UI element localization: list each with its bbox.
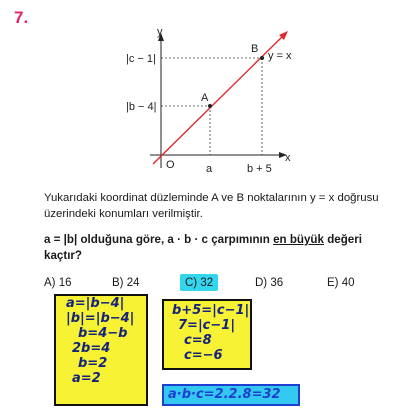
line-y-equals-x — [153, 34, 285, 164]
choice-a[interactable]: A) 16 — [44, 277, 72, 289]
point-b-label: B — [251, 43, 259, 55]
x-tick-a: a — [206, 163, 213, 175]
line-label: y = x — [268, 50, 292, 62]
note-line: |b|=|b−4| — [66, 311, 135, 326]
note-line: b=4−b — [78, 326, 128, 341]
question-prompt — [44, 232, 389, 264]
choice-b[interactable]: B) 24 — [112, 277, 140, 289]
note-line: a=2 — [72, 371, 101, 386]
origin-label: O — [166, 159, 175, 171]
note-line: c=8 — [184, 333, 212, 348]
solution-note-right — [162, 299, 252, 370]
x-axis-label: x — [285, 152, 291, 164]
choice-c[interactable]: C) 32 — [180, 274, 218, 291]
y-tick-c: |c − 1| — [126, 53, 156, 65]
choice-e[interactable]: E) 40 — [327, 277, 355, 289]
point-a — [208, 104, 212, 108]
prompt-part-2: değeri kaçtır? — [44, 233, 362, 262]
choice-d[interactable]: D) 36 — [255, 277, 284, 289]
note-line: 7=|c−1| — [178, 318, 236, 333]
prompt-underlined: en büyük — [273, 233, 324, 246]
note-line: c=−6 — [184, 348, 223, 363]
solution-result: a·b·c=2.2.8=32 — [162, 384, 300, 406]
prompt-part-1: a = |b| olduğuna göre, a · b · c çarpımının — [44, 233, 274, 246]
note-line: 2b=4 — [72, 341, 111, 356]
point-a-label: A — [201, 92, 209, 104]
y-axis-label: y — [157, 26, 163, 38]
x-tick-b: b + 5 — [247, 163, 272, 175]
solution-note-left — [54, 294, 148, 406]
note-line: b=2 — [78, 356, 108, 371]
y-tick-b: |b − 4| — [126, 101, 157, 113]
note-line: b+5=|c−1| — [172, 303, 250, 318]
coordinate-graph — [0, 0, 411, 185]
note-line: a=|b−4| — [66, 296, 125, 311]
point-b — [260, 56, 264, 60]
question-paragraph: Yukarıdaki koordinat düzleminde A ve B noktalarının y = x doğrusu üzerindeki konumları verilmiştir. — [44, 192, 379, 220]
question-number: 7. — [14, 8, 29, 27]
